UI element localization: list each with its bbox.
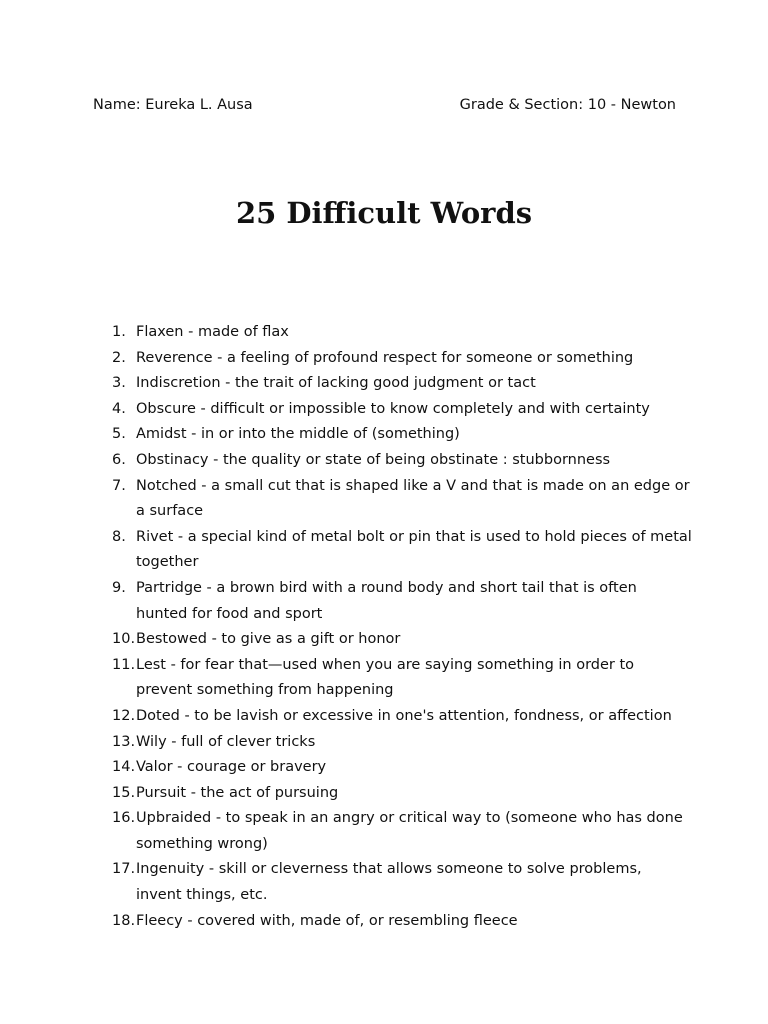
list-item-line: something wrong) (136, 835, 268, 852)
list-item-text (136, 653, 712, 704)
list-item-text (136, 909, 712, 935)
list-item (112, 806, 712, 857)
list-item-line: Wily - full of clever tricks (136, 733, 316, 750)
list-item-text (136, 448, 712, 474)
list-item-number: 15. (112, 784, 136, 801)
list-item-text (136, 781, 712, 807)
word-list (112, 320, 712, 934)
list-item-number: 17. (112, 861, 136, 878)
list-item-text (136, 806, 712, 857)
list-item-text (136, 474, 712, 525)
list-item (112, 730, 712, 756)
list-item-line: Pursuit - the act of pursuing (136, 784, 339, 801)
list-item (112, 909, 712, 935)
list-item-number: 11. (112, 656, 136, 673)
page-title: 25 Difficult Words (235, 196, 533, 230)
list-item-text (136, 397, 712, 423)
list-item-line: Bestowed - to give as a gift or honor (136, 631, 401, 648)
list-item (112, 371, 712, 397)
grade-section: Grade & Section: 10 - Newton (459, 97, 676, 113)
list-item (112, 627, 712, 653)
list-item-number: 5. (112, 426, 126, 443)
list-item-line: Reverence - a feeling of profound respect for someone or something (136, 349, 634, 366)
list-item-number: 3. (112, 375, 126, 392)
list-item-number: 14. (112, 759, 136, 776)
list-item-number: 9. (112, 579, 126, 596)
list-item-line: prevent something from happening (136, 682, 394, 699)
header-row (93, 95, 676, 115)
list-item-line: Fleecy - covered with, made of, or resembling fleece (136, 912, 518, 929)
list-item-line: Upbraided - to speak in an angry or critical way to (someone who has done (136, 810, 683, 827)
list-item-text (136, 422, 712, 448)
list-item-number: 8. (112, 528, 126, 545)
list-item-line: Valor - courage or bravery (136, 759, 327, 776)
list-item (112, 653, 712, 704)
list-item-line: hunted for food and sport (136, 605, 323, 622)
list-item-line: a surface (136, 503, 204, 520)
list-item-text (136, 525, 712, 576)
list-item-text (136, 320, 712, 346)
list-item-text (136, 755, 712, 781)
list-item (112, 576, 712, 627)
list-item-number: 6. (112, 451, 126, 468)
list-item-line: Flaxen - made of flax (136, 324, 289, 340)
list-item (112, 525, 712, 576)
list-item-text (136, 576, 712, 627)
list-item (112, 346, 712, 372)
list-item-number: 13. (112, 733, 136, 750)
list-item-text (136, 730, 712, 756)
list-item (112, 448, 712, 474)
list-item (112, 397, 712, 423)
list-item-line: Partridge - a brown bird with a round body and short tail that is often (136, 579, 637, 596)
list-item-text (136, 704, 712, 730)
list-item-number: 12. (112, 707, 136, 724)
list-item-text (136, 346, 712, 372)
list-item-number: 7. (112, 477, 126, 494)
list-item-line: Lest - for fear that—used when you are saying something in order to (136, 656, 635, 673)
list-item-text (136, 627, 712, 653)
list-item-number: 2. (112, 349, 126, 366)
list-item-line: Notched - a small cut that is shaped like a V and that is made on an edge or (136, 477, 690, 494)
list-item-line: Amidst - in or into the middle of (something) (136, 426, 460, 443)
list-item-number: 18. (112, 912, 136, 929)
list-item-line: Doted - to be lavish or excessive in one's attention, fondness, or affection (136, 707, 672, 724)
list-item-number: 1. (112, 324, 126, 340)
list-item (112, 781, 712, 807)
student-name: Name: Eureka L. Ausa (93, 97, 253, 113)
list-item (112, 422, 712, 448)
list-item (112, 857, 712, 908)
list-item-text (136, 371, 712, 397)
list-item (112, 320, 712, 346)
list-item-line: Indiscretion - the trait of lacking good judgment or tact (136, 375, 536, 392)
list-item (112, 704, 712, 730)
list-item-text (136, 857, 712, 908)
list-item-line: Rivet - a special kind of metal bolt or pin that is used to hold pieces of metal (136, 528, 692, 545)
list-item-number: 10. (112, 631, 136, 648)
list-item-number: 4. (112, 400, 126, 417)
list-item-line: Obscure - difficult or impossible to know completely and with certainty (136, 400, 650, 417)
list-item (112, 755, 712, 781)
list-item-line: Obstinacy - the quality or state of being obstinate : stubbornness (136, 451, 611, 468)
list-item-line: invent things, etc. (136, 887, 268, 904)
list-item (112, 474, 712, 525)
list-item-line: Ingenuity - skill or cleverness that allows someone to solve problems, (136, 861, 642, 878)
list-item-number: 16. (112, 810, 136, 827)
list-item-line: together (136, 554, 199, 571)
